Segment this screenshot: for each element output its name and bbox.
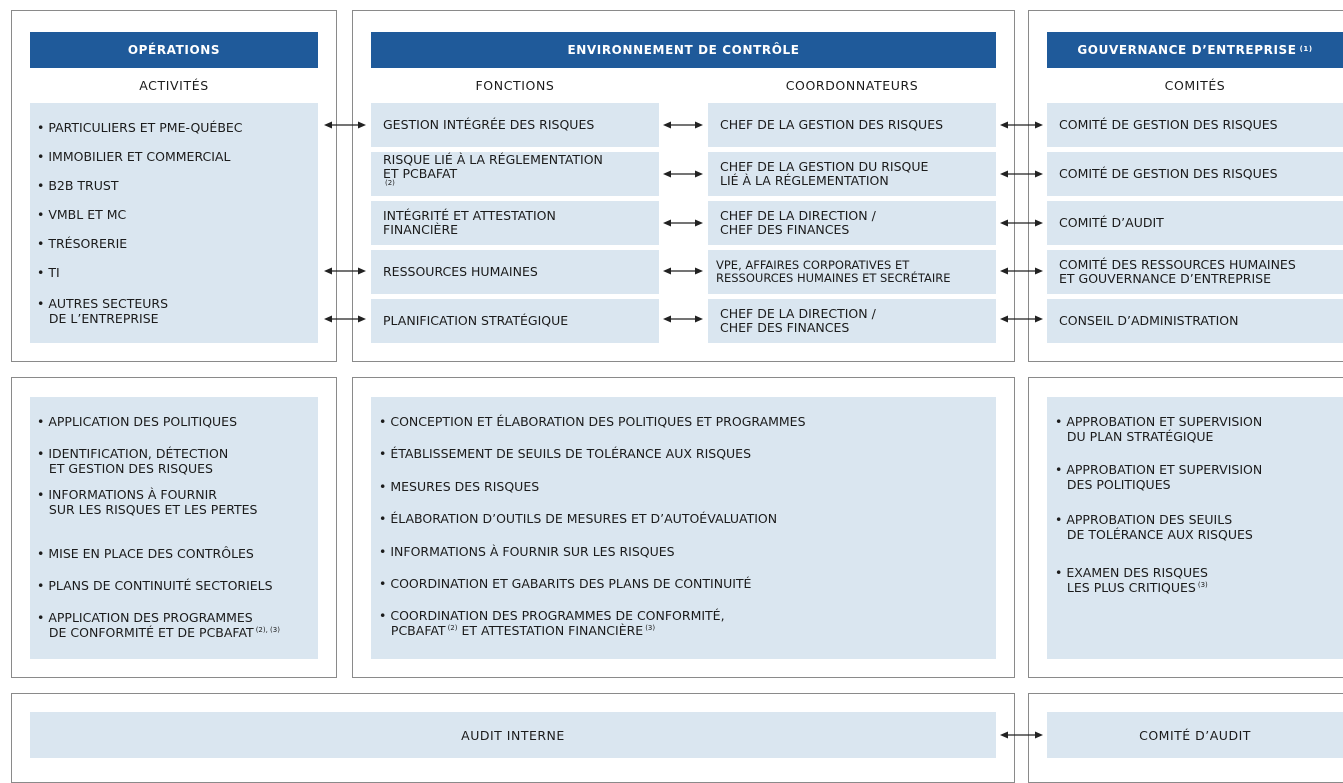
responsibility-item: • INFORMATIONS À FOURNIR SUR LES RISQUES ET LES PERTES	[37, 487, 258, 517]
double-arrow-icon	[324, 120, 366, 130]
double-arrow-icon	[663, 218, 703, 228]
control-responsibility-item: • INFORMATIONS À FOURNIR SUR LES RISQUES	[379, 544, 675, 559]
functions-subheader: FONCTIONS	[475, 78, 555, 93]
double-arrow-icon	[324, 314, 366, 324]
function-cell: RESSOURCES HUMAINES	[371, 250, 659, 294]
control-responsibility-item: • ÉLABORATION D’OUTILS DE MESURES ET D’AUTOÉVALUATION	[379, 511, 778, 526]
coordinator-cell: CHEF DE LA DIRECTION / CHEF DES FINANCES	[708, 299, 996, 343]
coordinator-cell: CHEF DE LA GESTION DES RISQUES	[708, 103, 996, 147]
operations-header: OPÉRATIONS	[30, 32, 318, 68]
activity-item: • IMMOBILIER ET COMMERCIAL	[37, 149, 231, 164]
governance-responsibility-item: • APPROBATION ET SUPERVISION DU PLAN STRATÉGIQUE	[1055, 414, 1263, 444]
double-arrow-icon	[324, 266, 366, 276]
control-environment-header: ENVIRONNEMENT DE CONTRÔLE	[371, 32, 996, 68]
committee-cell: COMITÉ DE GESTION DES RISQUES	[1047, 152, 1343, 196]
double-arrow-icon	[1000, 120, 1043, 130]
governance-header-note: (1)	[1299, 45, 1313, 53]
responsibility-item: • APPLICATION DES PROGRAMMES DE CONFORMITÉ ET DE PCBAFAT $^{(2), (3)}$	[37, 610, 280, 640]
double-arrow-icon	[663, 266, 703, 276]
double-arrow-icon	[1000, 730, 1043, 740]
double-arrow-icon	[663, 169, 703, 179]
control-responsibility-item-continued: PCBAFAT $^{(2)}$ ET ATTESTATION FINANCIÈRE $^{(3)}$	[379, 623, 656, 638]
governance-responsibility-item: • APPROBATION ET SUPERVISION DES POLITIQUES	[1055, 462, 1263, 492]
function-note: (2)	[385, 179, 395, 187]
internal-audit-label: AUDIT INTERNE	[461, 727, 565, 743]
responsibility-note: (2), (3)	[255, 626, 280, 634]
double-arrow-icon	[663, 120, 703, 130]
function-cell: PLANIFICATION STRATÉGIQUE	[371, 299, 659, 343]
control-responsibility-item: • ÉTABLISSEMENT DE SEUILS DE TOLÉRANCE AUX RISQUES	[379, 446, 752, 461]
double-arrow-icon	[1000, 218, 1043, 228]
governance-header: GOUVERNANCE D’ENTREPRISE $^{(1)}$	[1047, 32, 1343, 68]
audit-committee-label: COMITÉ D’AUDIT	[1139, 727, 1251, 743]
activity-item: • PARTICULIERS ET PME-QUÉBEC	[37, 120, 243, 135]
control-responsibility-item: • COORDINATION ET GABARITS DES PLANS DE CONTINUITÉ	[379, 576, 752, 591]
double-arrow-icon	[1000, 314, 1043, 324]
coordinator-cell: CHEF DE LA DIRECTION / CHEF DES FINANCES	[708, 201, 996, 245]
activity-item: • TRÉSORERIE	[37, 236, 128, 251]
responsibility-item: • MISE EN PLACE DES CONTRÔLES	[37, 546, 254, 561]
activities-subheader: ACTIVITÉS	[139, 78, 209, 93]
committee-cell: CONSEIL D’ADMINISTRATION	[1047, 299, 1343, 343]
committee-cell: COMITÉ DE GESTION DES RISQUES	[1047, 103, 1343, 147]
responsibility-item: • PLANS DE CONTINUITÉ SECTORIELS	[37, 578, 273, 593]
control-responsibility-item: • MESURES DES RISQUES	[379, 479, 540, 494]
committee-cell: COMITÉ DES RESSOURCES HUMAINES ET GOUVERNANCE D’ENTREPRISE	[1047, 250, 1343, 294]
control-note: (2)	[447, 624, 458, 632]
activity-item: • AUTRES SECTEURS DE L’ENTREPRISE	[37, 296, 169, 326]
function-cell: GESTION INTÉGRÉE DES RISQUES	[371, 103, 659, 147]
governance-note: (3)	[1197, 581, 1208, 589]
governance-responsibility-item: • EXAMEN DES RISQUES LES PLUS CRITIQUES $^{(3)}$	[1055, 565, 1208, 595]
committees-subheader: COMITÉS	[1164, 78, 1226, 93]
control-responsibility-item: • COORDINATION DES PROGRAMMES DE CONFORMITÉ,	[379, 608, 725, 623]
activity-item: • B2B TRUST	[37, 178, 119, 193]
coordinator-cell: CHEF DE LA GESTION DU RISQUE LIÉ À LA RÉGLEMENTATION	[708, 152, 996, 196]
activity-item: • VMBL ET MC	[37, 207, 127, 222]
function-cell: RISQUE LIÉ À LA RÉGLEMENTATION ET PCBAFAT (2)	[371, 152, 659, 196]
governance-responsibility-item: • APPROBATION DES SEUILS DE TOLÉRANCE AUX RISQUES	[1055, 512, 1253, 542]
activity-item: • TI	[37, 265, 60, 280]
control-note: (3)	[645, 624, 656, 632]
committee-cell: COMITÉ D’AUDIT	[1047, 201, 1343, 245]
responsibility-item: • APPLICATION DES POLITIQUES	[37, 414, 238, 429]
control-responsibility-item: • CONCEPTION ET ÉLABORATION DES POLITIQUES ET PROGRAMMES	[379, 414, 806, 429]
double-arrow-icon	[663, 314, 703, 324]
function-cell: INTÉGRITÉ ET ATTESTATION FINANCIÈRE	[371, 201, 659, 245]
coordinator-cell: VPE, AFFAIRES CORPORATIVES ET RESSOURCES HUMAINES ET SECRÉTAIRE	[708, 250, 996, 294]
responsibility-item: • IDENTIFICATION, DÉTECTION ET GESTION DES RISQUES	[37, 446, 229, 476]
double-arrow-icon	[1000, 266, 1043, 276]
coordinators-subheader: COORDONNATEURS	[785, 78, 919, 93]
double-arrow-icon	[1000, 169, 1043, 179]
